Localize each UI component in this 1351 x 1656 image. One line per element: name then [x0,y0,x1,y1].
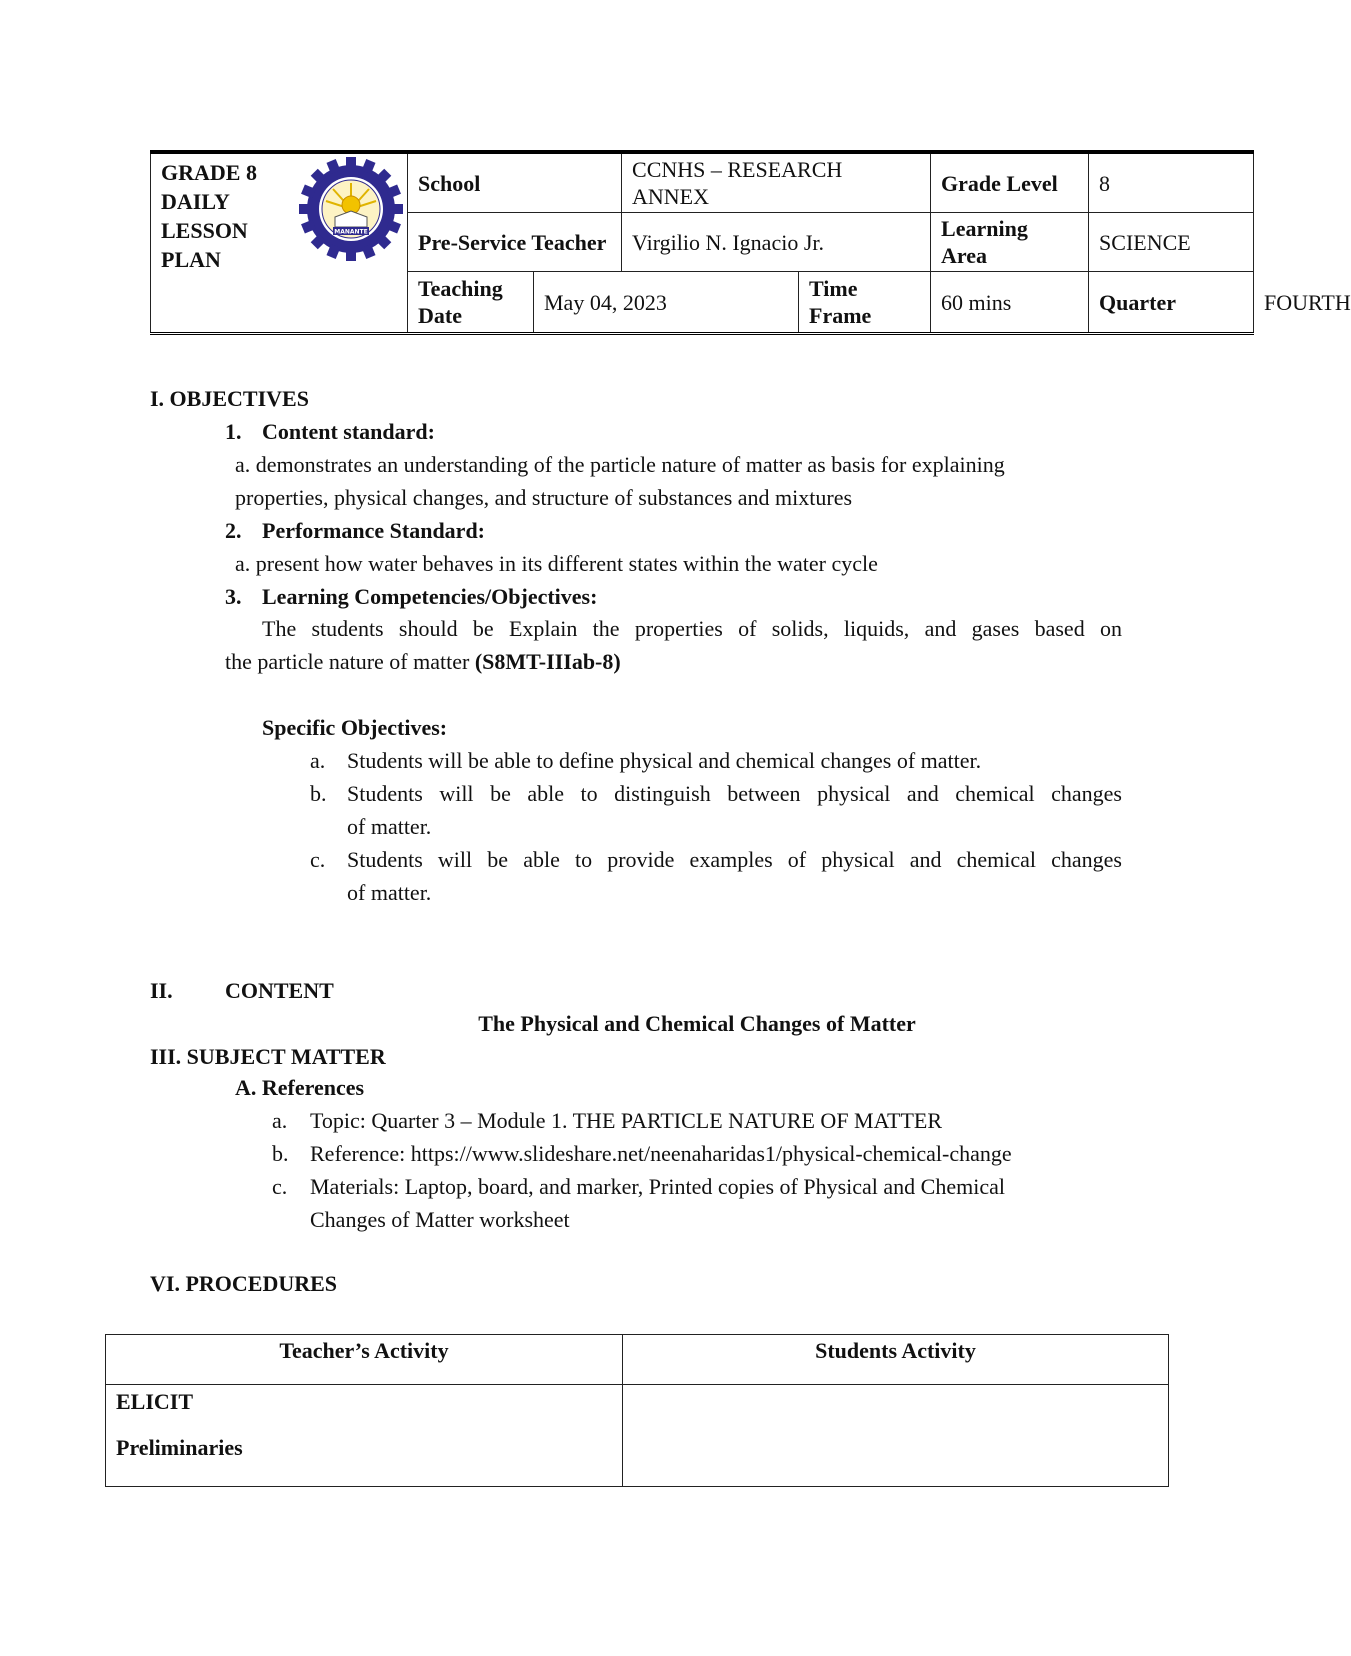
reference-c-text-line1: Materials: Laptop, board, and marker, Printed copies of Physical and Chemical [310,1174,1005,1199]
competencies-text-line2 [225,645,621,678]
content-standard-text-line2: properties, physical changes, and structure of substances and mixtures [235,485,853,510]
title-line: GRADE 8 [161,160,257,185]
competencies-label: Learning Competencies/Objectives: [262,584,598,609]
competencies-number: 3. [225,584,242,609]
teaching-date-value: May 04, 2023 [534,272,799,334]
grade-level-label: Grade Level [931,152,1089,213]
header-table: GRADE 8 DAILY LESSON PLAN MANANTE School CCNHS – RESEARCH ANNEX Grade Level 8 Pre-Service Teacher Virgilio N. Ignacio Jr. Learning Area SCIENCE Teaching Date May 04, 2023 Time Frame 60 mins Quarter FOURTH [150,150,1254,335]
logo-ribbon-text: MANANTE [334,228,368,236]
reference-a-letter: a. [272,1108,288,1133]
reference-c-letter: c. [272,1174,288,1199]
title-line: LESSON [161,218,248,243]
competency-code: (S8MT-IIIab-8) [474,649,621,674]
students-activity-cell [623,1385,1169,1487]
content-standard-text-line1: a. demonstrates an understanding of the particle nature of matter as basis for explaining [235,452,1005,477]
performance-standard-text: a. present how water behaves in its different states within the water cycle [235,551,878,576]
lesson-plan-title-cell [151,152,408,334]
teacher-activity-header: Teacher’s Activity [106,1335,623,1385]
specific-objective-c-text-line2: of matter. [347,880,432,905]
content-title: The Physical and Chemical Changes of Matter [478,1011,916,1036]
specific-objective-b-letter: b. [310,781,327,806]
specific-objective-a-letter: a. [310,748,326,773]
grade-level-value: 8 [1089,152,1254,213]
content-number: II. [150,978,173,1003]
reference-b-letter: b. [272,1141,289,1166]
subject-matter-heading: III. SUBJECT MATTER [150,1044,386,1069]
performance-standard-number: 2. [225,518,242,543]
school-seal-logo [297,155,405,263]
reference-c-text-line2: Changes of Matter worksheet [310,1207,570,1232]
procedures-heading: VI. PROCEDURES [150,1271,338,1296]
teaching-date-label: Teaching Date [408,272,534,334]
performance-standard-label: Performance Standard: [262,518,486,543]
school-value: CCNHS – RESEARCH ANNEX [622,152,931,213]
learning-area-value: SCIENCE [1089,213,1254,272]
quarter-label: Quarter [1089,272,1254,334]
lesson-plan-title [161,158,291,274]
specific-objective-b-text-line2: of matter. [347,814,432,839]
learning-area-label: Learning Area [931,213,1089,272]
content-heading: CONTENT [225,978,334,1003]
objectives-heading: I. OBJECTIVES [150,386,309,411]
teacher-activity-cell [106,1385,623,1487]
specific-objective-c-letter: c. [310,847,326,872]
specific-objective-a-text: Students will be able to define physical and chemical changes of matter. [347,748,982,773]
time-frame-label: Time Frame [799,272,931,334]
content-standard-label: Content standard: [262,419,435,444]
competencies-text: the particle nature of matter [225,649,470,674]
reference-b-text: Reference: https://www.slideshare.net/neenaharidas1/physical-chemical-change [310,1141,1012,1166]
specific-objective-b-text-line1: Students will be able to distinguish between physical and chemical changes [347,781,1122,806]
reference-a-text: Topic: Quarter 3 – Module 1. THE PARTICLE NATURE OF MATTER [310,1108,943,1133]
students-activity-header: Students Activity [623,1335,1169,1385]
title-line: PLAN [161,247,221,272]
specific-objective-c-text-line1: Students will be able to provide examples of physical and chemical changes [347,847,1122,872]
content-standard-number: 1. [225,419,242,444]
elicit-label: ELICIT [116,1389,194,1414]
competencies-text-line1: The students should be Explain the properties of solids, liquids, and gases based on [262,616,1122,641]
references-label: A. References [235,1075,365,1100]
procedures-table [105,1334,1169,1487]
time-frame-value: 60 mins [931,272,1089,334]
teacher-label: Pre-Service Teacher [408,213,622,272]
preliminaries-label: Preliminaries [116,1435,243,1460]
title-line: DAILY [161,189,230,214]
teacher-value: Virgilio N. Ignacio Jr. [622,213,931,272]
specific-objectives-label: Specific Objectives: [262,715,448,740]
school-label: School [408,152,622,213]
